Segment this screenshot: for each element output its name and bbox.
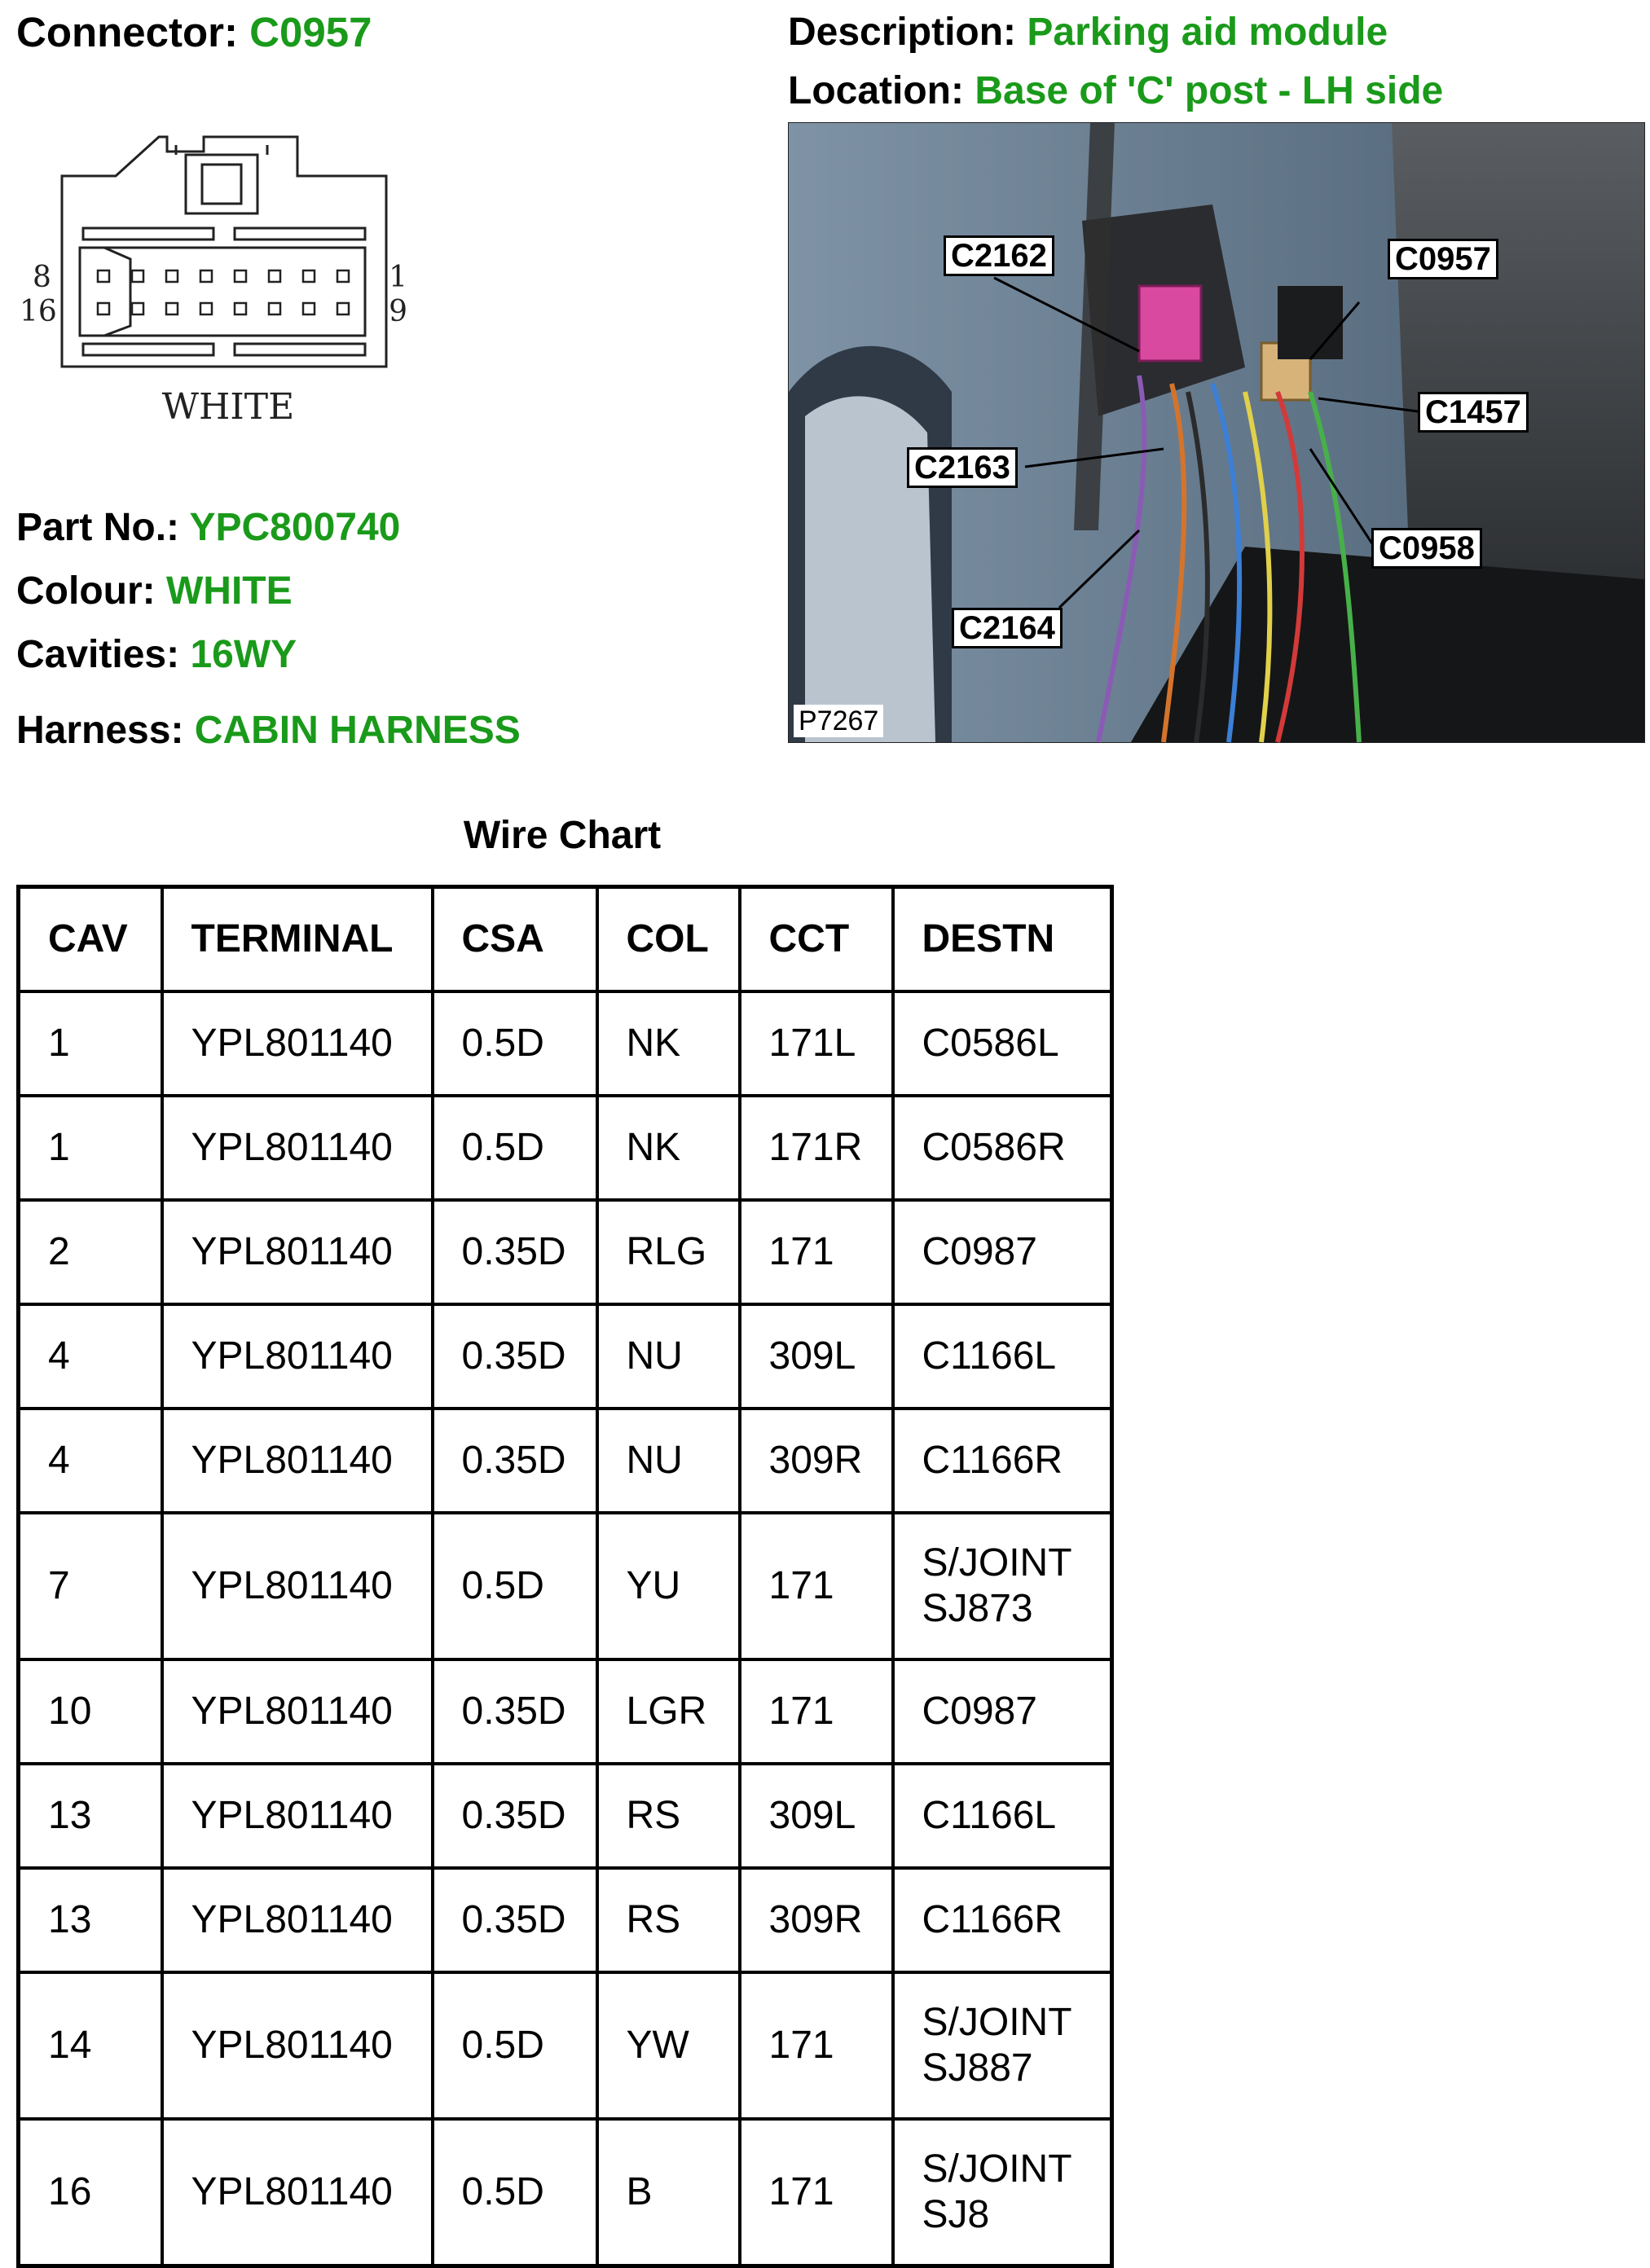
pin-label-9: 9 <box>389 295 407 328</box>
cell-col: RLG <box>597 1200 740 1304</box>
cell-cav: 13 <box>19 1764 162 1868</box>
cell-csa: 0.5D <box>433 991 597 1096</box>
cell-col: LGR <box>597 1659 740 1764</box>
part-no-line <box>16 508 400 547</box>
cell-destn <box>893 1096 1112 1200</box>
destn-line-1: C0987 <box>922 1230 1037 1273</box>
cell-terminal: YPL801140 <box>162 1659 433 1764</box>
cell-destn <box>893 1868 1112 1972</box>
cell-cav: 1 <box>19 991 162 1096</box>
destn-line-1: S/JOINT <box>922 1541 1072 1585</box>
cell-cav: 16 <box>19 2119 162 2266</box>
column-header-csa: CSA <box>433 887 597 992</box>
cell-cct: 171 <box>740 1972 893 2119</box>
description-heading <box>788 13 1388 52</box>
cell-cav: 7 <box>19 1513 162 1659</box>
table-row <box>19 1304 1112 1409</box>
table-row <box>19 2119 1112 2266</box>
location-heading <box>788 69 1444 112</box>
harness-line <box>16 711 521 750</box>
cell-col: B <box>597 2119 740 2266</box>
cell-csa: 0.35D <box>433 1764 597 1868</box>
connector-value: C0957 <box>249 9 372 55</box>
cell-cct: 171L <box>740 991 893 1096</box>
wire-chart-body <box>19 991 1112 2266</box>
destn-line-1: C0586L <box>922 1022 1059 1065</box>
destn-line-2: SJ873 <box>922 1587 1033 1630</box>
table-row <box>19 1972 1112 2119</box>
cell-cct: 309L <box>740 1764 893 1868</box>
colour-line <box>16 569 293 613</box>
harness-value: CABIN HARNESS <box>194 709 521 752</box>
cell-cct: 171 <box>740 1200 893 1304</box>
destn-line-2: SJ8 <box>922 2193 990 2236</box>
destn-line-1: S/JOINT <box>922 2147 1072 2191</box>
photo-scene <box>789 123 1644 742</box>
cavities-line <box>16 635 297 675</box>
cell-destn <box>893 1304 1112 1409</box>
cell-cav: 4 <box>19 1304 162 1409</box>
table-row <box>19 991 1112 1096</box>
table-row <box>19 1659 1112 1764</box>
cell-csa: 0.35D <box>433 1200 597 1304</box>
cell-cav: 10 <box>19 1659 162 1764</box>
colour-value: WHITE <box>165 569 293 613</box>
destn-line-2: SJ887 <box>922 2046 1033 2090</box>
table-row <box>19 1764 1112 1868</box>
column-header-terminal: TERMINAL <box>162 887 433 992</box>
cell-cct: 171R <box>740 1096 893 1200</box>
part-no-label: Part No.: <box>16 506 180 549</box>
cell-cct: 171 <box>740 1659 893 1764</box>
table-row <box>19 1409 1112 1513</box>
cell-col: NU <box>597 1304 740 1409</box>
destn-line-1: C1166R <box>922 1898 1063 1941</box>
location-label: Location: <box>788 69 964 112</box>
cell-destn <box>893 1409 1112 1513</box>
cell-destn <box>893 1200 1112 1304</box>
cell-cav: 2 <box>19 1200 162 1304</box>
destn-line-1: C1166R <box>922 1439 1063 1482</box>
cell-col: YU <box>597 1513 740 1659</box>
location-photo <box>788 122 1645 743</box>
cell-destn <box>893 1764 1112 1868</box>
cell-cct: 309R <box>740 1409 893 1513</box>
cell-cav: 13 <box>19 1868 162 1972</box>
cell-terminal: YPL801140 <box>162 1200 433 1304</box>
cell-terminal: YPL801140 <box>162 991 433 1096</box>
wire-chart-table <box>16 885 1114 2268</box>
part-no-value: YPC800740 <box>189 506 401 549</box>
cell-cav: 1 <box>19 1096 162 1200</box>
cell-terminal: YPL801140 <box>162 1764 433 1868</box>
cavities-label: Cavities: <box>16 633 180 676</box>
photo-callout-c2164: C2164 <box>952 608 1063 648</box>
cell-csa: 0.35D <box>433 1659 597 1764</box>
cell-terminal: YPL801140 <box>162 1513 433 1659</box>
cell-csa: 0.35D <box>433 1304 597 1409</box>
photo-callout-c2163: C2163 <box>907 447 1018 488</box>
cell-terminal: YPL801140 <box>162 1972 433 2119</box>
cell-csa: 0.35D <box>433 1868 597 1972</box>
cell-terminal: YPL801140 <box>162 1868 433 1972</box>
photo-callout-c0957: C0957 <box>1388 239 1498 279</box>
cavities-value: 16WY <box>190 633 297 676</box>
cell-col: NK <box>597 1096 740 1200</box>
colour-label: Colour: <box>16 569 156 613</box>
cell-csa: 0.5D <box>433 1972 597 2119</box>
cell-destn <box>893 1513 1112 1659</box>
table-row <box>19 1513 1112 1659</box>
photo-callout-c0958: C0958 <box>1371 528 1482 569</box>
table-row <box>19 1868 1112 1972</box>
cell-cct: 309L <box>740 1304 893 1409</box>
cell-col: YW <box>597 1972 740 2119</box>
colour-caption: WHITE <box>161 386 295 428</box>
cell-csa: 0.5D <box>433 2119 597 2266</box>
connector-label: Connector: <box>16 9 238 55</box>
photo-callout-c1457: C1457 <box>1418 392 1529 433</box>
wire-chart-title: Wire Chart <box>463 814 662 857</box>
cell-col: NU <box>597 1409 740 1513</box>
pin-label-8: 8 <box>33 261 51 294</box>
column-header-destn: DESTN <box>893 887 1112 992</box>
cell-cav: 4 <box>19 1409 162 1513</box>
description-value: Parking aid module <box>1027 11 1388 54</box>
connector-face-diagram <box>16 122 407 432</box>
column-header-cct: CCT <box>740 887 893 992</box>
cell-col: RS <box>597 1868 740 1972</box>
column-header-col: COL <box>597 887 740 992</box>
cell-csa: 0.5D <box>433 1096 597 1200</box>
cell-destn <box>893 991 1112 1096</box>
destn-line-1: C0987 <box>922 1690 1037 1733</box>
cell-destn <box>893 1659 1112 1764</box>
cell-destn <box>893 1972 1112 2119</box>
cell-cav: 14 <box>19 1972 162 2119</box>
cell-terminal: YPL801140 <box>162 2119 433 2266</box>
description-label: Description: <box>788 11 1017 54</box>
cell-csa: 0.5D <box>433 1513 597 1659</box>
cell-terminal: YPL801140 <box>162 1304 433 1409</box>
cell-cct: 309R <box>740 1868 893 1972</box>
cell-cct: 171 <box>740 2119 893 2266</box>
photo-callout-c2162: C2162 <box>944 235 1054 276</box>
pin-label-1: 1 <box>389 261 407 294</box>
destn-line-1: C1166L <box>922 1334 1057 1378</box>
cell-destn <box>893 2119 1112 2266</box>
pin-label-16: 16 <box>20 295 57 328</box>
destn-line-1: S/JOINT <box>922 2001 1072 2044</box>
location-value: Base of 'C' post - LH side <box>975 69 1444 112</box>
cell-cct: 171 <box>740 1513 893 1659</box>
destn-line-1: C0586R <box>922 1126 1066 1169</box>
table-row <box>19 1200 1112 1304</box>
cell-col: RS <box>597 1764 740 1868</box>
column-header-cav: CAV <box>19 887 162 992</box>
cell-csa: 0.35D <box>433 1409 597 1513</box>
connector-heading <box>16 11 372 53</box>
photo-id: P7267 <box>794 705 883 737</box>
cell-terminal: YPL801140 <box>162 1409 433 1513</box>
cell-terminal: YPL801140 <box>162 1096 433 1200</box>
table-row <box>19 1096 1112 1200</box>
harness-label: Harness: <box>16 709 184 752</box>
table-header-row <box>19 887 1112 992</box>
cell-col: NK <box>597 991 740 1096</box>
destn-line-1: C1166L <box>922 1794 1057 1837</box>
